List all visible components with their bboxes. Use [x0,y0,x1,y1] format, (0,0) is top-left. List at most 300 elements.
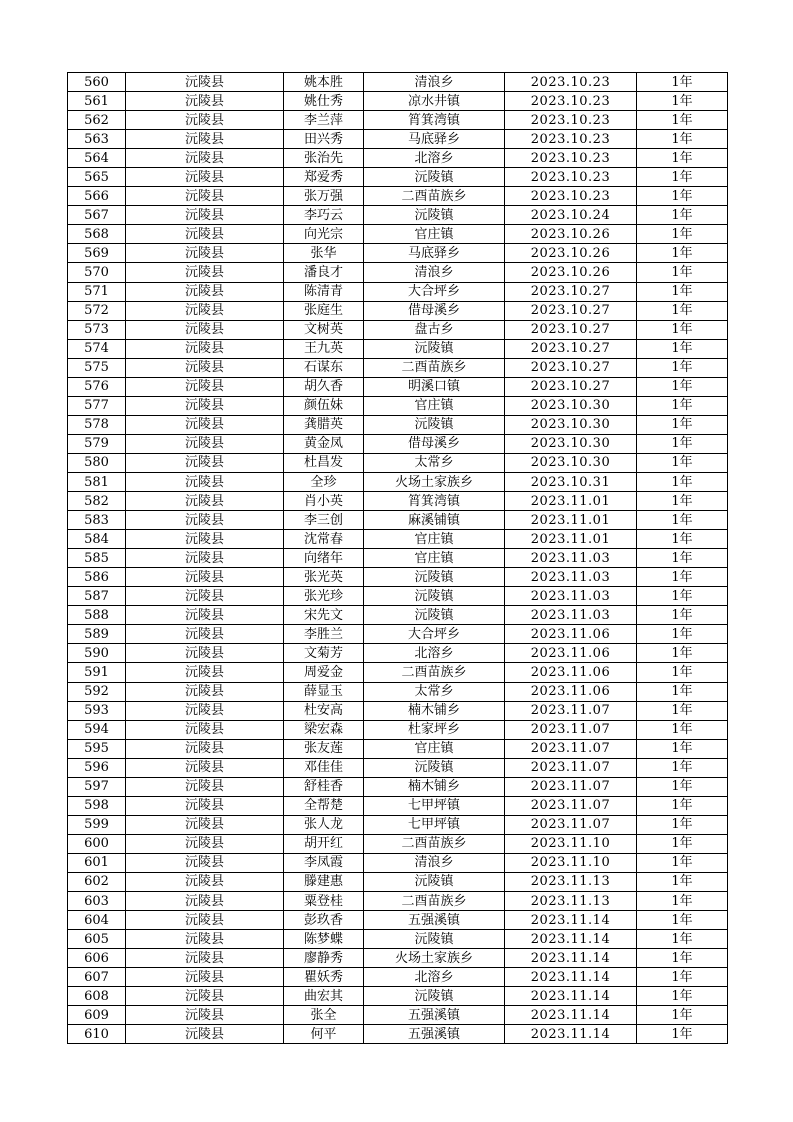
cell-index: 594 [68,720,126,739]
table-row [68,530,728,549]
cell-date: 2023.10.30 [505,415,637,434]
cell-duration: 1年 [637,872,728,891]
cell-date: 2023.10.23 [505,92,637,111]
cell-name: 郑爱秀 [284,168,364,187]
table-row [68,453,728,472]
cell-index: 604 [68,911,126,930]
cell-township: 筲箕湾镇 [364,492,505,511]
cell-duration: 1年 [637,244,728,263]
cell-township: 五强溪镇 [364,1025,505,1044]
cell-duration: 1年 [637,549,728,568]
cell-index: 593 [68,701,126,720]
cell-township: 大合坪乡 [364,282,505,301]
cell-township: 二酉苗族乡 [364,892,505,911]
cell-index: 560 [68,73,126,92]
cell-duration: 1年 [637,1006,728,1025]
cell-county: 沅陵县 [126,720,284,739]
cell-county: 沅陵县 [126,701,284,720]
cell-county: 沅陵县 [126,244,284,263]
cell-duration: 1年 [637,1025,728,1044]
cell-name: 舒桂香 [284,777,364,796]
cell-township: 借母溪乡 [364,434,505,453]
cell-township: 明溪口镇 [364,377,505,396]
cell-name: 杜安高 [284,701,364,720]
table-row [68,968,728,987]
cell-date: 2023.10.23 [505,187,637,206]
cell-date: 2023.11.07 [505,701,637,720]
cell-duration: 1年 [637,606,728,625]
cell-index: 597 [68,777,126,796]
cell-date: 2023.10.23 [505,130,637,149]
table-row [68,149,728,168]
table-row [68,206,728,225]
cell-date: 2023.11.07 [505,739,637,758]
cell-duration: 1年 [637,130,728,149]
cell-duration: 1年 [637,949,728,968]
table-row [68,796,728,815]
table-row [68,815,728,834]
cell-name: 胡久香 [284,377,364,396]
cell-duration: 1年 [637,92,728,111]
cell-township: 北溶乡 [364,149,505,168]
cell-county: 沅陵县 [126,949,284,968]
cell-index: 577 [68,396,126,415]
cell-index: 573 [68,320,126,339]
cell-index: 569 [68,244,126,263]
cell-date: 2023.10.23 [505,149,637,168]
cell-index: 585 [68,549,126,568]
cell-duration: 1年 [637,701,728,720]
cell-index: 575 [68,358,126,377]
table-row [68,1025,728,1044]
cell-county: 沅陵县 [126,1006,284,1025]
cell-county: 沅陵县 [126,339,284,358]
cell-duration: 1年 [637,434,728,453]
cell-index: 571 [68,282,126,301]
cell-township: 火场土家族乡 [364,949,505,968]
cell-township: 沅陵镇 [364,168,505,187]
cell-name: 杜昌发 [284,453,364,472]
table-row [68,415,728,434]
cell-township: 清浪乡 [364,263,505,282]
cell-date: 2023.11.03 [505,587,637,606]
cell-date: 2023.10.27 [505,301,637,320]
cell-county: 沅陵县 [126,472,284,491]
cell-county: 沅陵县 [126,225,284,244]
cell-county: 沅陵县 [126,530,284,549]
cell-date: 2023.10.27 [505,339,637,358]
cell-name: 张光珍 [284,587,364,606]
cell-township: 大合坪乡 [364,625,505,644]
cell-duration: 1年 [637,796,728,815]
table-row [68,739,728,758]
cell-index: 572 [68,301,126,320]
cell-duration: 1年 [637,777,728,796]
cell-duration: 1年 [637,644,728,663]
cell-date: 2023.10.30 [505,453,637,472]
cell-county: 沅陵县 [126,396,284,415]
cell-township: 官庄镇 [364,549,505,568]
cell-township: 楠木铺乡 [364,701,505,720]
cell-county: 沅陵县 [126,777,284,796]
cell-township: 借母溪乡 [364,301,505,320]
cell-duration: 1年 [637,911,728,930]
cell-date: 2023.11.07 [505,815,637,834]
cell-township: 二酉苗族乡 [364,358,505,377]
cell-duration: 1年 [637,492,728,511]
cell-duration: 1年 [637,320,728,339]
cell-index: 561 [68,92,126,111]
cell-county: 沅陵县 [126,568,284,587]
cell-index: 588 [68,606,126,625]
table-row [68,834,728,853]
cell-date: 2023.11.06 [505,644,637,663]
cell-index: 596 [68,758,126,777]
cell-duration: 1年 [637,587,728,606]
cell-county: 沅陵县 [126,663,284,682]
cell-duration: 1年 [637,377,728,396]
cell-name: 向光宗 [284,225,364,244]
cell-date: 2023.10.26 [505,244,637,263]
cell-township: 清浪乡 [364,853,505,872]
cell-county: 沅陵县 [126,606,284,625]
cell-duration: 1年 [637,415,728,434]
cell-date: 2023.11.06 [505,682,637,701]
cell-duration: 1年 [637,396,728,415]
cell-index: 567 [68,206,126,225]
cell-duration: 1年 [637,663,728,682]
cell-index: 592 [68,682,126,701]
table-row [68,625,728,644]
cell-county: 沅陵县 [126,73,284,92]
cell-name: 李三创 [284,511,364,530]
table-row [68,472,728,491]
cell-duration: 1年 [637,73,728,92]
cell-county: 沅陵县 [126,111,284,130]
cell-county: 沅陵县 [126,682,284,701]
cell-duration: 1年 [637,853,728,872]
cell-duration: 1年 [637,453,728,472]
cell-duration: 1年 [637,168,728,187]
cell-date: 2023.10.23 [505,73,637,92]
cell-name: 石谋东 [284,358,364,377]
cell-date: 2023.10.23 [505,168,637,187]
table-row [68,263,728,282]
cell-name: 滕建惠 [284,872,364,891]
cell-duration: 1年 [637,511,728,530]
cell-name: 梁宏森 [284,720,364,739]
cell-township: 二酉苗族乡 [364,187,505,206]
cell-county: 沅陵县 [126,187,284,206]
cell-township: 官庄镇 [364,739,505,758]
cell-duration: 1年 [637,930,728,949]
cell-township: 沅陵镇 [364,568,505,587]
cell-date: 2023.11.06 [505,663,637,682]
cell-county: 沅陵县 [126,301,284,320]
cell-county: 沅陵县 [126,206,284,225]
table-row [68,720,728,739]
cell-date: 2023.10.26 [505,263,637,282]
cell-index: 582 [68,492,126,511]
cell-county: 沅陵县 [126,168,284,187]
cell-duration: 1年 [637,834,728,853]
cell-index: 598 [68,796,126,815]
cell-name: 张华 [284,244,364,263]
table-row [68,872,728,891]
cell-county: 沅陵县 [126,434,284,453]
cell-name: 龚腊英 [284,415,364,434]
cell-date: 2023.11.10 [505,853,637,872]
cell-township: 官庄镇 [364,225,505,244]
cell-name: 颜伍妹 [284,396,364,415]
cell-county: 沅陵县 [126,415,284,434]
cell-county: 沅陵县 [126,987,284,1006]
cell-index: 602 [68,872,126,891]
cell-township: 七甲坪镇 [364,815,505,834]
cell-name: 张友莲 [284,739,364,758]
cell-name: 周爱金 [284,663,364,682]
cell-index: 610 [68,1025,126,1044]
cell-date: 2023.10.30 [505,396,637,415]
cell-date: 2023.11.07 [505,796,637,815]
cell-duration: 1年 [637,682,728,701]
cell-township: 楠木铺乡 [364,777,505,796]
cell-duration: 1年 [637,739,728,758]
cell-date: 2023.11.06 [505,625,637,644]
cell-index: 601 [68,853,126,872]
table-row [68,549,728,568]
cell-duration: 1年 [637,358,728,377]
cell-name: 曲宏其 [284,987,364,1006]
cell-township: 凉水井镇 [364,92,505,111]
cell-index: 609 [68,1006,126,1025]
cell-date: 2023.10.27 [505,377,637,396]
cell-township: 火场土家族乡 [364,472,505,491]
cell-name: 李凤霞 [284,853,364,872]
cell-date: 2023.11.13 [505,892,637,911]
table-row [68,1006,728,1025]
cell-index: 584 [68,530,126,549]
cell-date: 2023.11.03 [505,606,637,625]
cell-township: 筲箕湾镇 [364,111,505,130]
cell-index: 583 [68,511,126,530]
cell-index: 574 [68,339,126,358]
cell-county: 沅陵县 [126,130,284,149]
cell-date: 2023.10.23 [505,111,637,130]
cell-township: 七甲坪镇 [364,796,505,815]
cell-duration: 1年 [637,282,728,301]
table-row [68,168,728,187]
cell-county: 沅陵县 [126,320,284,339]
cell-duration: 1年 [637,111,728,130]
cell-index: 568 [68,225,126,244]
cell-index: 586 [68,568,126,587]
cell-county: 沅陵县 [126,911,284,930]
cell-county: 沅陵县 [126,587,284,606]
table-row [68,396,728,415]
cell-name: 张庭生 [284,301,364,320]
cell-date: 2023.11.01 [505,530,637,549]
cell-name: 粟登桂 [284,892,364,911]
cell-date: 2023.11.07 [505,720,637,739]
cell-duration: 1年 [637,625,728,644]
cell-name: 姚本胜 [284,73,364,92]
cell-duration: 1年 [637,225,728,244]
cell-index: 595 [68,739,126,758]
cell-county: 沅陵县 [126,892,284,911]
cell-date: 2023.11.14 [505,968,637,987]
cell-index: 587 [68,587,126,606]
cell-date: 2023.10.24 [505,206,637,225]
cell-index: 580 [68,453,126,472]
cell-township: 沅陵镇 [364,872,505,891]
cell-name: 潘良才 [284,263,364,282]
cell-index: 579 [68,434,126,453]
cell-county: 沅陵县 [126,739,284,758]
cell-township: 太常乡 [364,453,505,472]
cell-name: 胡开红 [284,834,364,853]
cell-county: 沅陵县 [126,377,284,396]
table-row [68,339,728,358]
cell-name: 沈常春 [284,530,364,549]
cell-county: 沅陵县 [126,282,284,301]
table-row [68,777,728,796]
cell-date: 2023.11.14 [505,1025,637,1044]
cell-duration: 1年 [637,815,728,834]
cell-date: 2023.11.14 [505,930,637,949]
cell-index: 563 [68,130,126,149]
cell-date: 2023.10.30 [505,434,637,453]
cell-index: 603 [68,892,126,911]
cell-duration: 1年 [637,472,728,491]
cell-county: 沅陵县 [126,263,284,282]
cell-township: 沅陵镇 [364,987,505,1006]
cell-name: 李巧云 [284,206,364,225]
table-row [68,644,728,663]
cell-duration: 1年 [637,149,728,168]
cell-county: 沅陵县 [126,872,284,891]
table-row [68,301,728,320]
cell-name: 张万强 [284,187,364,206]
cell-township: 二酉苗族乡 [364,834,505,853]
cell-name: 邓佳佳 [284,758,364,777]
cell-county: 沅陵县 [126,453,284,472]
cell-township: 沅陵镇 [364,930,505,949]
cell-date: 2023.11.10 [505,834,637,853]
cell-county: 沅陵县 [126,644,284,663]
cell-date: 2023.11.14 [505,949,637,968]
cell-name: 张全 [284,1006,364,1025]
cell-name: 黄金凤 [284,434,364,453]
cell-name: 王九英 [284,339,364,358]
cell-township: 马底驿乡 [364,244,505,263]
table-row [68,701,728,720]
table-row [68,73,728,92]
cell-date: 2023.11.14 [505,1006,637,1025]
cell-name: 李胜兰 [284,625,364,644]
cell-name: 廖静秀 [284,949,364,968]
cell-index: 608 [68,987,126,1006]
cell-index: 600 [68,834,126,853]
cell-date: 2023.11.07 [505,758,637,777]
table-row [68,853,728,872]
cell-duration: 1年 [637,339,728,358]
cell-township: 太常乡 [364,682,505,701]
cell-county: 沅陵县 [126,758,284,777]
cell-name: 张人龙 [284,815,364,834]
table-row [68,111,728,130]
cell-county: 沅陵县 [126,968,284,987]
table-row [68,130,728,149]
cell-index: 590 [68,644,126,663]
cell-name: 陈清青 [284,282,364,301]
table-row [68,606,728,625]
cell-date: 2023.11.01 [505,492,637,511]
table-row [68,320,728,339]
cell-township: 二酉苗族乡 [364,663,505,682]
cell-county: 沅陵县 [126,492,284,511]
cell-county: 沅陵县 [126,149,284,168]
cell-date: 2023.10.27 [505,282,637,301]
cell-index: 607 [68,968,126,987]
cell-date: 2023.11.07 [505,777,637,796]
table-row [68,911,728,930]
cell-county: 沅陵县 [126,625,284,644]
cell-county: 沅陵县 [126,796,284,815]
table-row [68,434,728,453]
table-row [68,511,728,530]
cell-name: 文树英 [284,320,364,339]
cell-date: 2023.11.14 [505,987,637,1006]
cell-index: 576 [68,377,126,396]
cell-duration: 1年 [637,987,728,1006]
cell-township: 杜家坪乡 [364,720,505,739]
cell-county: 沅陵县 [126,815,284,834]
cell-index: 599 [68,815,126,834]
cell-name: 姚仕秀 [284,92,364,111]
cell-township: 麻溪铺镇 [364,511,505,530]
cell-name: 全珍 [284,472,364,491]
cell-duration: 1年 [637,263,728,282]
cell-name: 全帮楚 [284,796,364,815]
cell-name: 陈梦蝶 [284,930,364,949]
cell-duration: 1年 [637,530,728,549]
cell-date: 2023.11.03 [505,549,637,568]
cell-name: 张治先 [284,149,364,168]
table-row [68,187,728,206]
cell-index: 570 [68,263,126,282]
cell-name: 向绪年 [284,549,364,568]
cell-township: 沅陵镇 [364,758,505,777]
cell-duration: 1年 [637,720,728,739]
cell-township: 五强溪镇 [364,1006,505,1025]
cell-index: 589 [68,625,126,644]
cell-county: 沅陵县 [126,92,284,111]
cell-duration: 1年 [637,892,728,911]
cell-duration: 1年 [637,968,728,987]
cell-name: 肖小英 [284,492,364,511]
cell-county: 沅陵县 [126,930,284,949]
cell-township: 官庄镇 [364,396,505,415]
table-row [68,892,728,911]
cell-county: 沅陵县 [126,358,284,377]
cell-name: 薛显玉 [284,682,364,701]
cell-date: 2023.11.14 [505,911,637,930]
cell-duration: 1年 [637,301,728,320]
table-row [68,225,728,244]
cell-index: 605 [68,930,126,949]
cell-township: 北溶乡 [364,644,505,663]
